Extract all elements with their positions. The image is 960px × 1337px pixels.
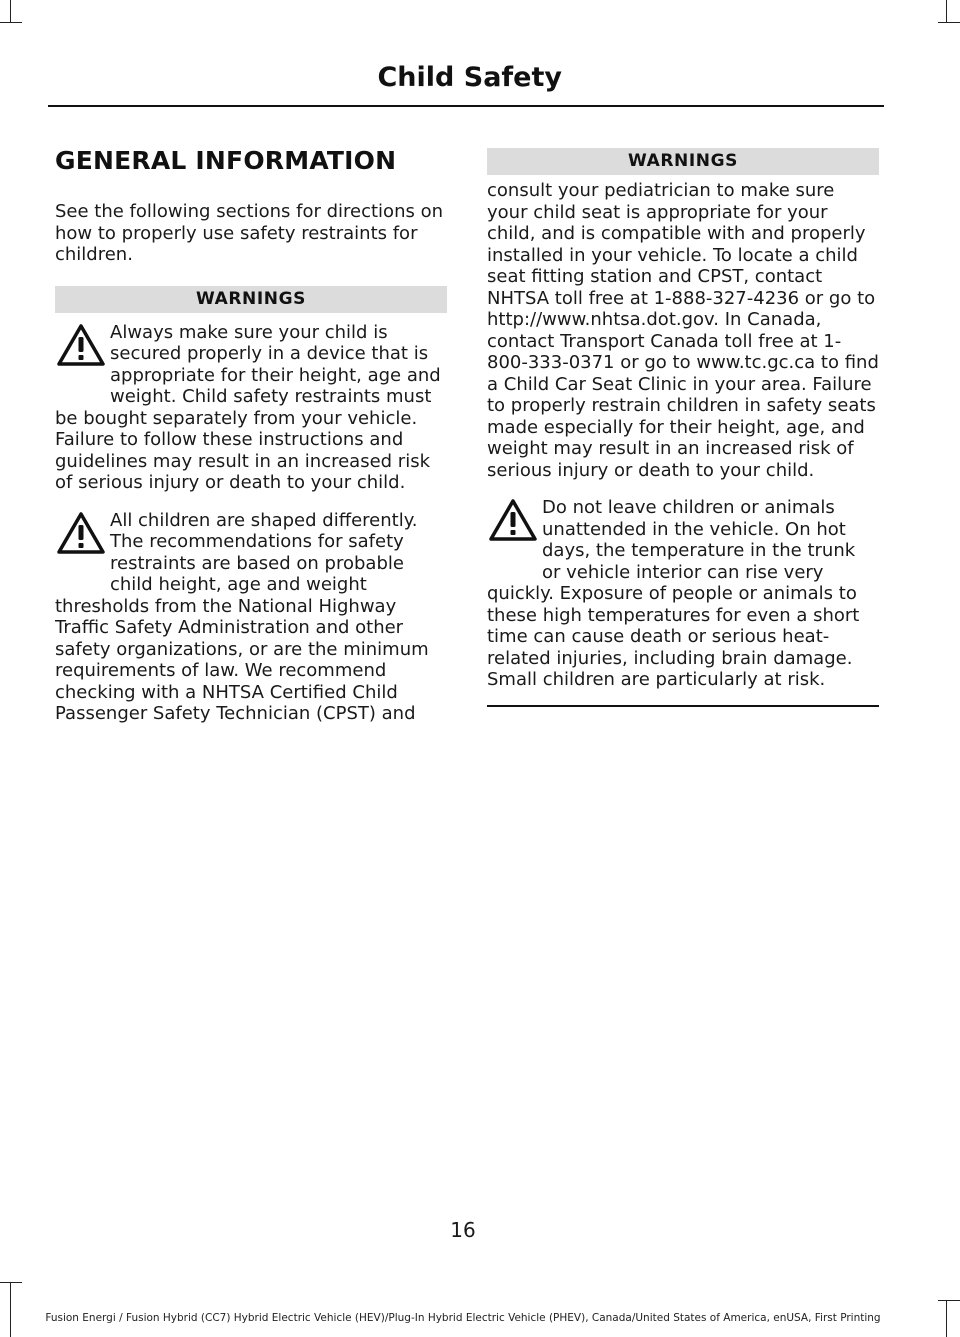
crop-mark [10,1282,11,1337]
crop-mark [946,0,947,22]
warning-triangle-icon [487,497,539,563]
header-divider [48,105,884,107]
intro-paragraph: See the following sections for directions on how to properly use safety restraints for children. [55,201,444,265]
right-column [487,140,879,707]
warnings-label: WARNINGS [55,286,447,313]
crop-mark [938,1300,960,1301]
section-end-rule [487,705,879,707]
crop-mark [0,1282,22,1283]
crop-mark [946,1300,947,1337]
warning-item [55,510,447,725]
page-number: 16 [450,1218,476,1242]
warning-text: All children are shaped differently. The recommendations for safety restraints are based on probable child height, age and weight thresholds from the National Highway Traffic Safety Administration and other safety organizations, or are the minimum requirements of law. We recommend checking with a NHTSA Certified Child Passenger Safety Technician (CPST) and [55,509,429,724]
footer-text: Fusion Energi / Fusion Hybrid (CC7) Hybrid Electric Vehicle (HEV)/Plug-In Hybrid Electric Vehicle (PHEV), Canada/United States of America, enUSA, First Printing [45,1312,881,1324]
warning-text: Do not leave children or animals unattended in the vehicle. On hot days, the temperature in the trunk or vehicle interior can rise very quickly. Exposure of people or animals to these high temperatures for even a short time can cause death or serious heat-related injuries, including brain damage. Small children are particularly at risk. [487,497,860,690]
warning-item [487,497,879,691]
warning-continuation: consult your pediatrician to make sure your child seat is appropriate for your child, and is compatible with and properly installed in your vehicle. To locate a child seat fitting station and CPST, contact NHTSA toll free at 1-888-327-4236 or go to http://www.nhtsa.dot.gov. In Canada, contact Transport Canada toll free at 1-800-333-0371 or go to www.tc.gc.ca to find a Child Car Seat Clinic in your area. Failure to properly restrain children in safety seats made especially for their height, age, and weight may result in an increased risk of serious injury or death to your child. [487,180,879,481]
crop-mark [10,0,11,22]
warning-text: Always make sure your child is secured properly in a device that is appropriate for their height, age and weight. Child safety restraints must be bought separately from your vehicle. Failure to follow these instructions and guidelines may result in an increased risk of serious injury or death to your child. [55,321,441,493]
crop-mark [0,22,22,23]
section-heading: GENERAL INFORMATION [55,146,397,175]
warning-item [55,322,447,494]
warnings-label: WARNINGS [487,148,879,175]
left-column [55,140,447,725]
crop-mark [938,22,960,23]
page-title: Child Safety [377,62,562,93]
warning-triangle-icon [55,510,107,576]
warning-triangle-icon [55,322,107,388]
